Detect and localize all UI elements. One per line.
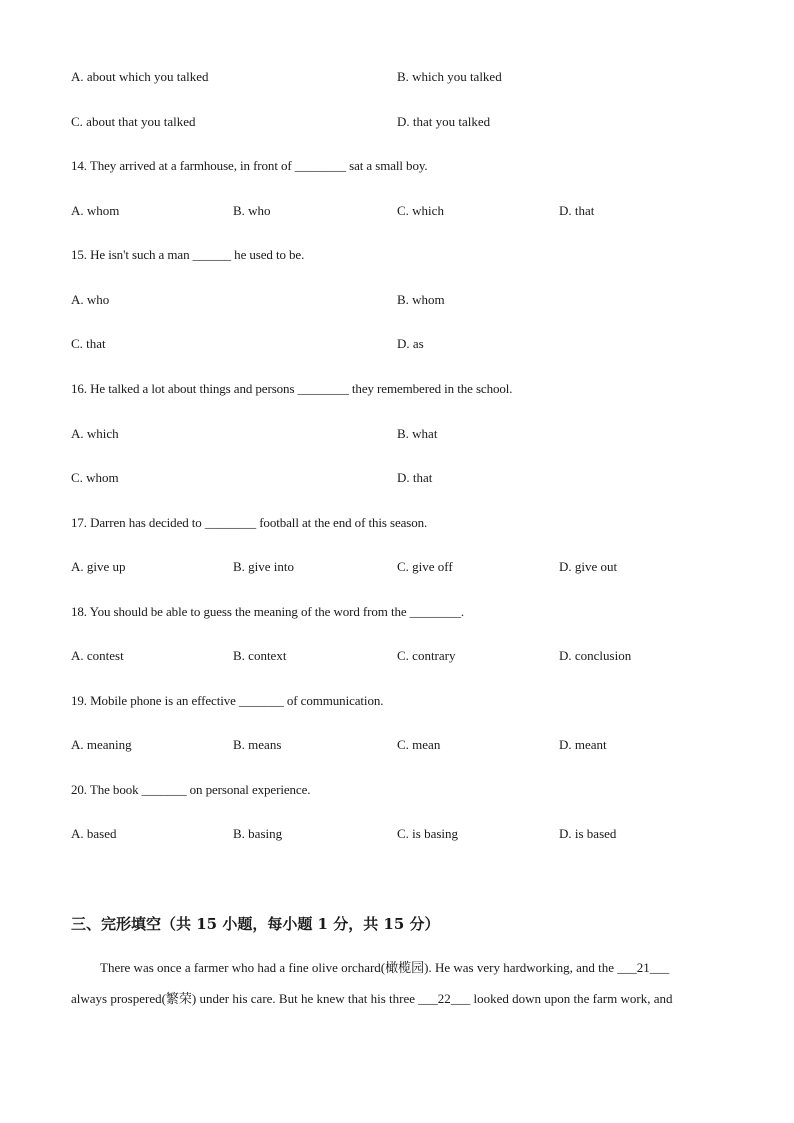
option-c: C. mean bbox=[397, 737, 441, 752]
passage-line-2: always prospered(繁荣) under his care. But he knew that his three ___22___ looked down upon the farm work, and bbox=[71, 991, 673, 1006]
question-stem: 15. He isn't such a man ______ he used to be. bbox=[71, 247, 305, 262]
option-c: C. give off bbox=[397, 559, 453, 574]
option-c: C. is basing bbox=[397, 826, 459, 841]
question-stem: 17. Darren has decided to ________ football at the end of this season. bbox=[71, 515, 428, 530]
option-b: B. context bbox=[233, 648, 287, 663]
option-d: D. meant bbox=[559, 737, 607, 752]
option-d: D. give out bbox=[559, 559, 618, 574]
option-d: D. as bbox=[397, 336, 424, 351]
option-a: A. which bbox=[71, 426, 119, 441]
option-c: C. that bbox=[71, 336, 106, 351]
option-a: A. give up bbox=[71, 559, 126, 574]
question-stem: 18. You should be able to guess the meaning of the word from the ________. bbox=[71, 604, 465, 619]
option-b: B. basing bbox=[233, 826, 283, 841]
option-d: D. is based bbox=[559, 826, 617, 841]
option-b: B. give into bbox=[233, 559, 295, 574]
option-b: B. what bbox=[397, 426, 438, 441]
option-c: C. which bbox=[397, 203, 444, 218]
option-a: A. meaning bbox=[71, 737, 132, 752]
option-a: A. who bbox=[71, 292, 110, 307]
question-stem: 14. They arrived at a farmhouse, in front of ________ sat a small boy. bbox=[71, 158, 428, 173]
option-c: C. whom bbox=[71, 470, 119, 485]
option-d: D. that you talked bbox=[397, 114, 491, 129]
question-stem: 20. The book _______ on personal experience. bbox=[71, 782, 311, 797]
option-d: D. conclusion bbox=[559, 648, 632, 663]
option-c: C. about that you talked bbox=[71, 114, 196, 129]
option-d: D. that bbox=[559, 203, 595, 218]
option-a: A. contest bbox=[71, 648, 124, 663]
option-d: D. that bbox=[397, 470, 433, 485]
option-a: A. based bbox=[71, 826, 117, 841]
option-b: B. means bbox=[233, 737, 282, 752]
option-b: B. who bbox=[233, 203, 271, 218]
passage-line-1: There was once a farmer who had a fine olive orchard(橄榄园). He was very hardworking, and the ___21___ bbox=[100, 960, 670, 975]
question-stem: 16. He talked a lot about things and persons ________ they remembered in the school. bbox=[71, 381, 513, 396]
option-a: A. whom bbox=[71, 203, 120, 218]
option-b: B. which you talked bbox=[397, 69, 502, 84]
question-stem: 19. Mobile phone is an effective _______ of communication. bbox=[71, 693, 384, 708]
option-c: C. contrary bbox=[397, 648, 456, 663]
section-heading: 三、完形填空（共 15 小题，每小题 1 分，共 15 分） bbox=[71, 915, 440, 933]
option-a: A. about which you talked bbox=[71, 69, 209, 84]
option-b: B. whom bbox=[397, 292, 445, 307]
